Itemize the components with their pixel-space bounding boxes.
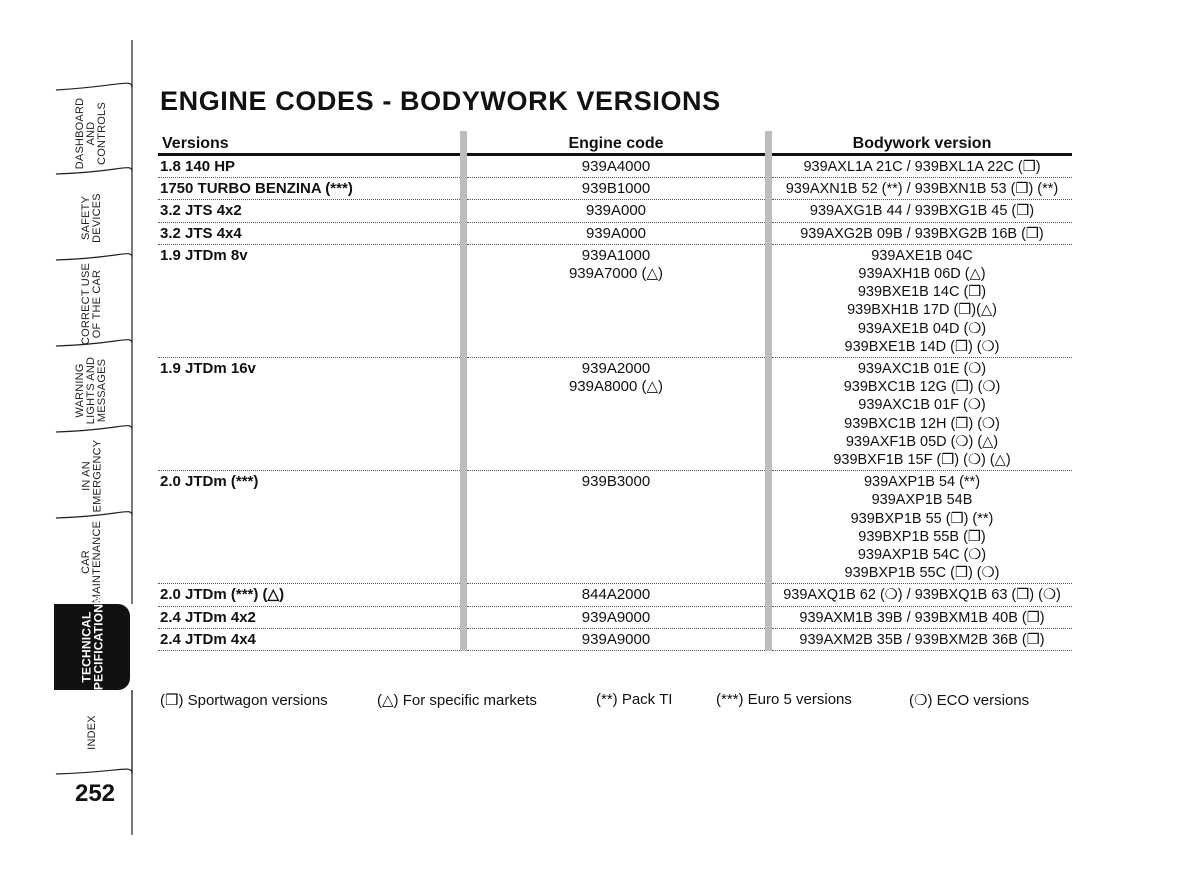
side-index xyxy=(0,0,134,886)
version-cell: 1.9 JTDm 8v xyxy=(160,246,248,264)
engine-code-cell: 939A000 xyxy=(464,222,769,244)
engine-code-cell: 939A9000 xyxy=(464,606,769,628)
table-row xyxy=(158,606,1072,628)
column-header-bodywork-version: Bodywork version xyxy=(769,131,1073,155)
legend-eco: (❍) ECO versions xyxy=(909,692,1030,709)
bodywork-version-cell: 939AXM2B 35B / 939BXM2B 36B (❒) xyxy=(769,628,1073,650)
table-row xyxy=(158,222,1072,244)
bodywork-version-cell: 939AXG2B 09B / 939BXG2B 16B (❒) xyxy=(769,222,1073,244)
table-row xyxy=(158,244,1072,357)
index-tab-label: DASHBOARD AND CONTROLS xyxy=(74,97,109,169)
page-title: ENGINE CODES - BODYWORK VERSIONS xyxy=(160,86,721,116)
engine-codes-table xyxy=(158,131,1072,651)
legend-euro-5: (***) Euro 5 versions xyxy=(716,691,852,708)
engine-code-cell: 939B3000 xyxy=(464,471,769,584)
bodywork-version-cell: 939AXM1B 39B / 939BXM1B 40B (❒) xyxy=(769,606,1073,628)
index-tab-emergency[interactable] xyxy=(56,434,128,518)
column-header-versions: Versions xyxy=(162,135,229,152)
index-tab-label: SAFETY DEVICES xyxy=(79,193,103,243)
page-number: 252 xyxy=(74,780,116,807)
legend xyxy=(160,691,1060,713)
legend-sportwagon: (❒) Sportwagon versions xyxy=(160,692,328,709)
table-body xyxy=(158,155,1072,651)
table-row xyxy=(158,155,1072,178)
engine-code-cell: 939A000 xyxy=(464,200,769,222)
index-tab-label: IN AN EMERGENCY xyxy=(80,439,104,513)
engine-code-cell: 939A9000 xyxy=(464,628,769,650)
version-cell: 1.9 JTDm 16v xyxy=(160,360,256,378)
index-tab-safety[interactable] xyxy=(56,176,128,260)
index-tab-label: CAR MAINTENANCE xyxy=(80,520,104,604)
index-tab-label: CORRECT USE OF THE CAR xyxy=(80,262,104,346)
engine-code-cell: 939A1000 939A7000 (△) xyxy=(464,244,769,357)
table-row xyxy=(158,200,1072,222)
index-tab-index[interactable] xyxy=(56,692,128,772)
table-header-row xyxy=(158,131,1072,155)
index-tab-label: WARNING LIGHTS AND MESSAGES xyxy=(74,356,109,424)
engine-code-cell: 939A2000 939A8000 (△) xyxy=(464,358,769,471)
engine-code-cell: 939A4000 xyxy=(464,155,769,178)
index-tab-technical-specifications[interactable] xyxy=(54,595,130,699)
bodywork-version-cell: 939AXP1B 54 (**) 939AXP1B 54B 939BXP1B 55 (❒) (**) 939BXP1B 55B (❒) 939AXP1B 54C (❍) 939BXP1B 55C (❒) (❍) xyxy=(769,471,1073,584)
version-cell: 2.0 JTDm (***) xyxy=(160,473,259,491)
engine-code-cell: 844A2000 xyxy=(464,584,769,606)
version-cell: 2.4 JTDm 4x2 xyxy=(160,608,256,626)
index-tab-dashboard[interactable] xyxy=(56,92,128,174)
version-cell: 1750 TURBO BENZINA (***) xyxy=(160,180,353,198)
table-row xyxy=(158,178,1072,200)
bodywork-version-cell: 939AXG1B 44 / 939BXG1B 45 (❒) xyxy=(769,200,1073,222)
legend-pack-ti: (**) Pack TI xyxy=(596,691,673,708)
index-tab-label: INDEX xyxy=(85,714,98,750)
bodywork-version-cell: 939AXC1B 01E (❍) 939BXC1B 12G (❒) (❍) 939AXC1B 01F (❍) 939BXC1B 12H (❒) (❍) 939AXF1B 05D (❍) (△) 939BXF1B 15F (❒) (❍) (△) xyxy=(769,358,1073,471)
index-tab-maintenance[interactable] xyxy=(56,520,128,604)
bodywork-version-cell: 939AXQ1B 62 (❍) / 939BXQ1B 63 (❒) (❍) xyxy=(769,584,1073,606)
bodywork-version-cell: 939AXE1B 04C 939AXH1B 06D (△) 939BXE1B 14C (❒) 939BXH1B 17D (❒)(△) 939AXE1B 04D (❍) 939BXE1B 14D (❒) (❍) xyxy=(769,244,1073,357)
table-row xyxy=(158,584,1072,606)
bodywork-version-cell: 939AXL1A 21C / 939BXL1A 22C (❒) xyxy=(769,155,1073,178)
index-tab-warning-lights[interactable] xyxy=(56,348,128,432)
version-cell: 3.2 JTS 4x2 xyxy=(160,202,242,220)
version-cell: 2.0 JTDm (***) (△) xyxy=(160,586,285,604)
table-row xyxy=(158,628,1072,650)
version-cell: 3.2 JTS 4x4 xyxy=(160,224,242,242)
index-tab-label: TECHNICAL SPECIFICATIONS xyxy=(79,595,105,699)
table-row xyxy=(158,471,1072,584)
column-header-engine-code: Engine code xyxy=(464,131,769,155)
table-row xyxy=(158,358,1072,471)
index-tab-correct-use[interactable] xyxy=(56,262,128,346)
version-cell: 1.8 140 HP xyxy=(160,158,236,175)
legend-specific-markets: (△) For specific markets xyxy=(377,692,537,709)
engine-code-cell: 939B1000 xyxy=(464,178,769,200)
version-cell: 2.4 JTDm 4x4 xyxy=(160,630,256,648)
bodywork-version-cell: 939AXN1B 52 (**) / 939BXN1B 53 (❒) (**) xyxy=(769,178,1073,200)
